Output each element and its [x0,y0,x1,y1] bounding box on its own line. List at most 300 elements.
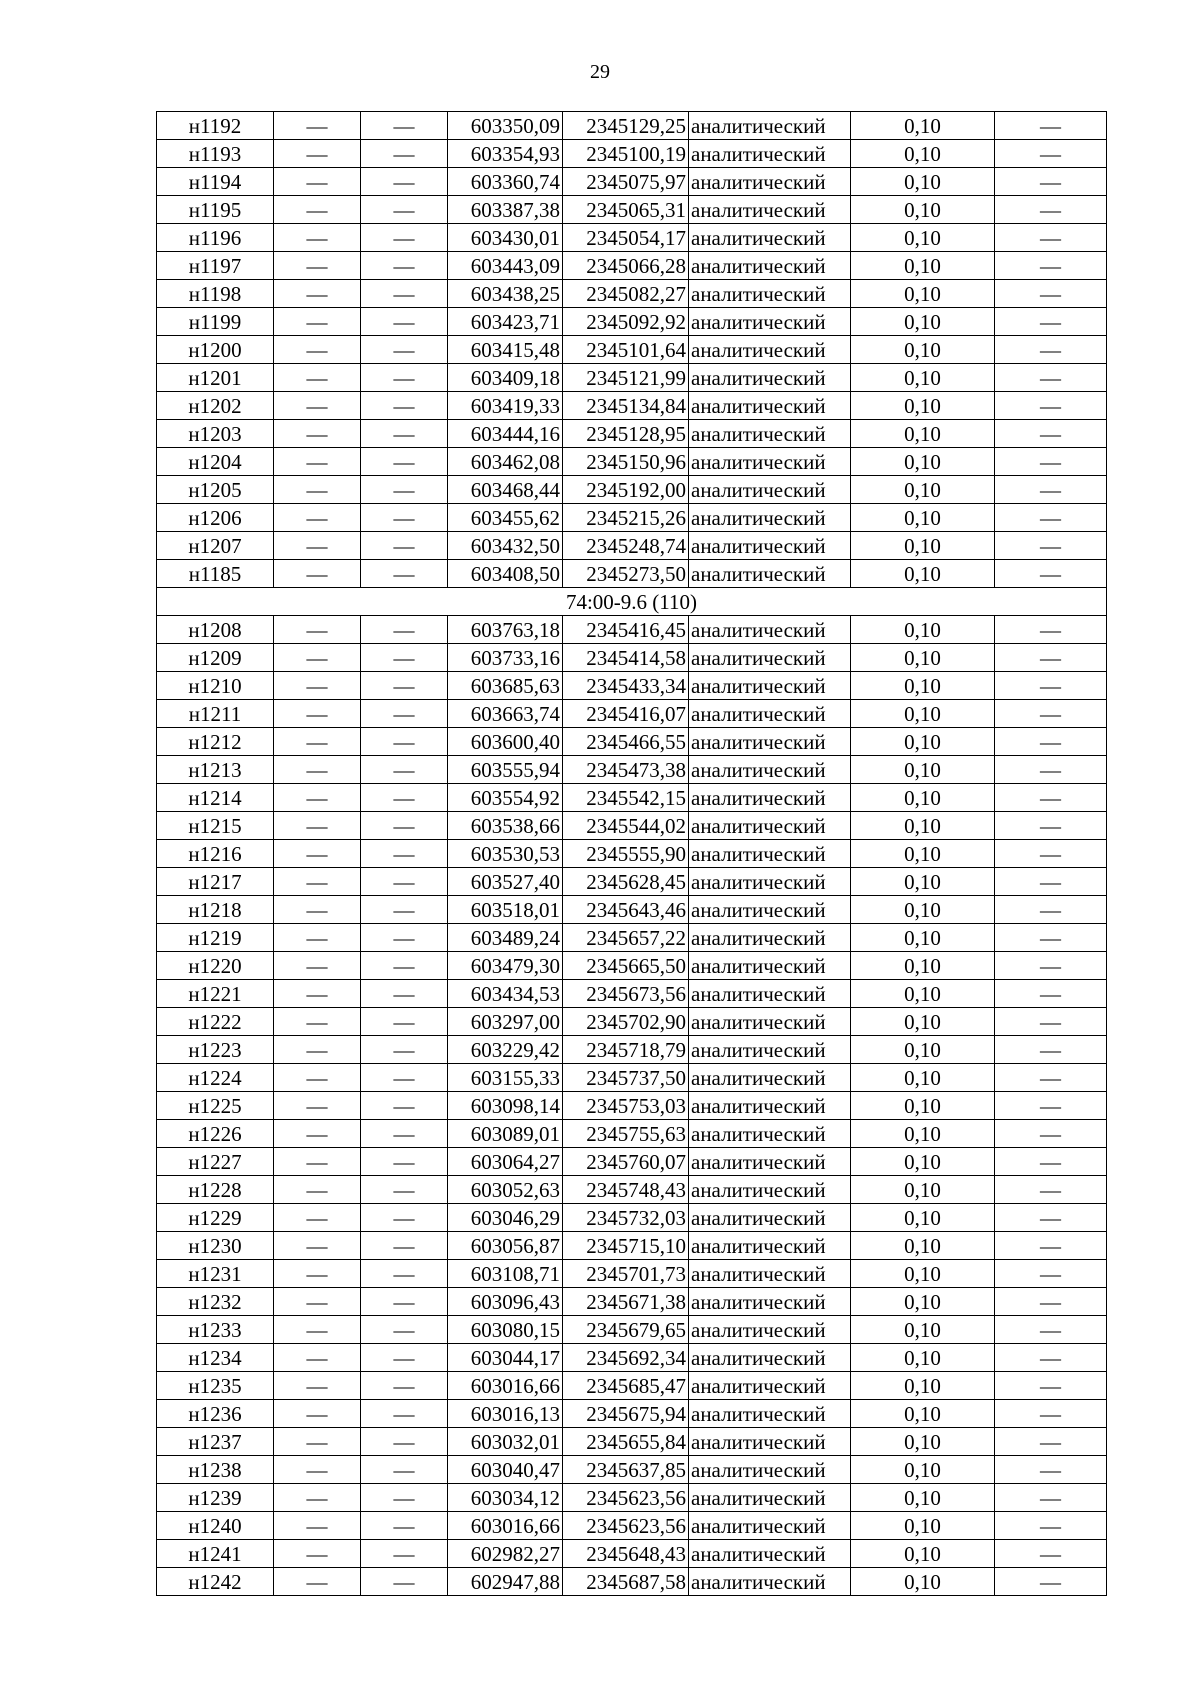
point-name-cell: н1221 [157,980,274,1008]
table-row [157,700,1107,728]
point-name-cell: н1195 [157,196,274,224]
accuracy-cell: 0,10 [851,1456,995,1484]
table-row [157,1204,1107,1232]
dash-cell: — [995,448,1107,476]
point-name-cell: н1241 [157,1540,274,1568]
dash-cell: — [995,1204,1107,1232]
y-coordinate-cell: 2345414,58 [563,644,689,672]
dash-cell: — [361,1568,448,1596]
x-coordinate-cell: 603016,13 [448,1400,563,1428]
point-name-cell: н1208 [157,616,274,644]
method-cell: аналитический [689,1428,851,1456]
accuracy-cell: 0,10 [851,672,995,700]
x-coordinate-cell: 603434,53 [448,980,563,1008]
accuracy-cell: 0,10 [851,168,995,196]
table-row [157,952,1107,980]
table-row [157,1372,1107,1400]
method-cell: аналитический [689,364,851,392]
y-coordinate-cell: 2345702,90 [563,1008,689,1036]
point-name-cell: н1224 [157,1064,274,1092]
dash-cell: — [995,896,1107,924]
method-cell: аналитический [689,616,851,644]
point-name-cell: н1219 [157,924,274,952]
table-row [157,1428,1107,1456]
dash-cell: — [361,1232,448,1260]
dash-cell: — [995,728,1107,756]
y-coordinate-cell: 2345075,97 [563,168,689,196]
table-row [157,336,1107,364]
dash-cell: — [361,392,448,420]
dash-cell: — [274,560,361,588]
dash-cell: — [274,1456,361,1484]
dash-cell: — [361,1288,448,1316]
method-cell: аналитический [689,1064,851,1092]
dash-cell: — [274,896,361,924]
dash-cell: — [995,224,1107,252]
table-row [157,616,1107,644]
x-coordinate-cell: 603155,33 [448,1064,563,1092]
accuracy-cell: 0,10 [851,1092,995,1120]
dash-cell: — [274,756,361,784]
point-name-cell: н1226 [157,1120,274,1148]
accuracy-cell: 0,10 [851,1540,995,1568]
y-coordinate-cell: 2345101,64 [563,336,689,364]
y-coordinate-cell: 2345623,56 [563,1484,689,1512]
dash-cell: — [361,728,448,756]
accuracy-cell: 0,10 [851,1008,995,1036]
point-name-cell: н1202 [157,392,274,420]
point-name-cell: н1204 [157,448,274,476]
x-coordinate-cell: 603016,66 [448,1372,563,1400]
accuracy-cell: 0,10 [851,868,995,896]
dash-cell: — [361,784,448,812]
dash-cell: — [274,1176,361,1204]
y-coordinate-cell: 2345748,43 [563,1176,689,1204]
accuracy-cell: 0,10 [851,336,995,364]
method-cell: аналитический [689,1400,851,1428]
method-cell: аналитический [689,868,851,896]
table-row [157,840,1107,868]
dash-cell: — [361,644,448,672]
point-name-cell: н1201 [157,364,274,392]
method-cell: аналитический [689,756,851,784]
accuracy-cell: 0,10 [851,1568,995,1596]
y-coordinate-cell: 2345466,55 [563,728,689,756]
table-row [157,1036,1107,1064]
dash-cell: — [274,224,361,252]
dash-cell: — [361,672,448,700]
y-coordinate-cell: 2345128,95 [563,420,689,448]
dash-cell: — [361,1512,448,1540]
method-cell: аналитический [689,308,851,336]
dash-cell: — [361,1428,448,1456]
y-coordinate-cell: 2345134,84 [563,392,689,420]
accuracy-cell: 0,10 [851,1204,995,1232]
dash-cell: — [274,952,361,980]
accuracy-cell: 0,10 [851,476,995,504]
x-coordinate-cell: 603056,87 [448,1232,563,1260]
table-row [157,1512,1107,1540]
page-number: 29 [590,61,610,83]
dash-cell: — [995,1512,1107,1540]
point-name-cell: н1220 [157,952,274,980]
point-name-cell: н1230 [157,1232,274,1260]
method-cell: аналитический [689,980,851,1008]
dash-cell: — [361,1400,448,1428]
y-coordinate-cell: 2345687,58 [563,1568,689,1596]
dash-cell: — [361,812,448,840]
dash-cell: — [995,1400,1107,1428]
method-cell: аналитический [689,1372,851,1400]
y-coordinate-cell: 2345655,84 [563,1428,689,1456]
accuracy-cell: 0,10 [851,784,995,812]
x-coordinate-cell: 603685,63 [448,672,563,700]
method-cell: аналитический [689,1036,851,1064]
point-name-cell: н1212 [157,728,274,756]
method-cell: аналитический [689,392,851,420]
method-cell: аналитический [689,952,851,980]
dash-cell: — [274,420,361,448]
x-coordinate-cell: 603108,71 [448,1260,563,1288]
y-coordinate-cell: 2345065,31 [563,196,689,224]
point-name-cell: н1225 [157,1092,274,1120]
dash-cell: — [361,1344,448,1372]
dash-cell: — [361,1148,448,1176]
x-coordinate-cell: 603415,48 [448,336,563,364]
table-body-before-section [157,112,1107,588]
method-cell: аналитический [689,784,851,812]
point-name-cell: н1236 [157,1400,274,1428]
x-coordinate-cell: 603479,30 [448,952,563,980]
point-name-cell: н1216 [157,840,274,868]
dash-cell: — [274,532,361,560]
point-name-cell: н1231 [157,1260,274,1288]
x-coordinate-cell: 603555,94 [448,756,563,784]
dash-cell: — [995,952,1107,980]
dash-cell: — [361,1064,448,1092]
dash-cell: — [995,336,1107,364]
accuracy-cell: 0,10 [851,756,995,784]
x-coordinate-cell: 603444,16 [448,420,563,448]
dash-cell: — [995,1148,1107,1176]
coordinates-table [156,111,1107,1596]
point-name-cell: н1240 [157,1512,274,1540]
method-cell: аналитический [689,1232,851,1260]
method-cell: аналитический [689,196,851,224]
dash-cell: — [274,840,361,868]
method-cell: аналитический [689,420,851,448]
dash-cell: — [361,924,448,952]
table-row [157,1456,1107,1484]
accuracy-cell: 0,10 [851,616,995,644]
table-row [157,476,1107,504]
accuracy-cell: 0,10 [851,840,995,868]
x-coordinate-cell: 603538,66 [448,812,563,840]
dash-cell: — [274,1204,361,1232]
dash-cell: — [274,980,361,1008]
accuracy-cell: 0,10 [851,448,995,476]
y-coordinate-cell: 2345092,92 [563,308,689,336]
dash-cell: — [274,1484,361,1512]
accuracy-cell: 0,10 [851,896,995,924]
point-name-cell: н1206 [157,504,274,532]
y-coordinate-cell: 2345671,38 [563,1288,689,1316]
point-name-cell: н1192 [157,112,274,140]
dash-cell: — [995,1036,1107,1064]
accuracy-cell: 0,10 [851,700,995,728]
dash-cell: — [274,616,361,644]
x-coordinate-cell: 603489,24 [448,924,563,952]
table-row [157,896,1107,924]
y-coordinate-cell: 2345473,38 [563,756,689,784]
dash-cell: — [274,924,361,952]
x-coordinate-cell: 603229,42 [448,1036,563,1064]
x-coordinate-cell: 603468,44 [448,476,563,504]
section-row [157,588,1107,616]
x-coordinate-cell: 603052,63 [448,1176,563,1204]
x-coordinate-cell: 603034,12 [448,1484,563,1512]
accuracy-cell: 0,10 [851,252,995,280]
method-cell: аналитический [689,560,851,588]
y-coordinate-cell: 2345628,45 [563,868,689,896]
dash-cell: — [274,112,361,140]
method-cell: аналитический [689,1288,851,1316]
y-coordinate-cell: 2345433,34 [563,672,689,700]
dash-cell: — [361,896,448,924]
method-cell: аналитический [689,728,851,756]
dash-cell: — [995,112,1107,140]
accuracy-cell: 0,10 [851,1316,995,1344]
dash-cell: — [995,1120,1107,1148]
x-coordinate-cell: 603297,00 [448,1008,563,1036]
dash-cell: — [274,448,361,476]
y-coordinate-cell: 2345760,07 [563,1148,689,1176]
point-name-cell: н1199 [157,308,274,336]
method-cell: аналитический [689,476,851,504]
x-coordinate-cell: 603046,29 [448,1204,563,1232]
x-coordinate-cell: 603554,92 [448,784,563,812]
y-coordinate-cell: 2345544,02 [563,812,689,840]
dash-cell: — [995,308,1107,336]
x-coordinate-cell: 602982,27 [448,1540,563,1568]
method-cell: аналитический [689,1260,851,1288]
y-coordinate-cell: 2345643,46 [563,896,689,924]
point-name-cell: н1211 [157,700,274,728]
dash-cell: — [995,1288,1107,1316]
y-coordinate-cell: 2345192,00 [563,476,689,504]
y-coordinate-cell: 2345648,43 [563,1540,689,1568]
method-cell: аналитический [689,644,851,672]
dash-cell: — [995,1484,1107,1512]
table-row [157,728,1107,756]
y-coordinate-cell: 2345215,26 [563,504,689,532]
point-name-cell: н1217 [157,868,274,896]
y-coordinate-cell: 2345416,45 [563,616,689,644]
dash-cell: — [361,448,448,476]
dash-cell: — [995,868,1107,896]
y-coordinate-cell: 2345054,17 [563,224,689,252]
table-row [157,756,1107,784]
point-name-cell: н1232 [157,1288,274,1316]
method-cell: аналитический [689,1204,851,1232]
dash-cell: — [995,560,1107,588]
accuracy-cell: 0,10 [851,1484,995,1512]
table-row [157,1008,1107,1036]
method-cell: аналитический [689,448,851,476]
dash-cell: — [995,756,1107,784]
x-coordinate-cell: 603089,01 [448,1120,563,1148]
accuracy-cell: 0,10 [851,196,995,224]
dash-cell: — [995,980,1107,1008]
point-name-cell: н1203 [157,420,274,448]
dash-cell: — [361,1372,448,1400]
method-cell: аналитический [689,812,851,840]
table-row [157,1316,1107,1344]
dash-cell: — [361,476,448,504]
y-coordinate-cell: 2345679,65 [563,1316,689,1344]
table-row [157,252,1107,280]
accuracy-cell: 0,10 [851,308,995,336]
accuracy-cell: 0,10 [851,1288,995,1316]
method-cell: аналитический [689,1540,851,1568]
dash-cell: — [274,1540,361,1568]
point-name-cell: н1237 [157,1428,274,1456]
dash-cell: — [361,700,448,728]
dash-cell: — [361,420,448,448]
dash-cell: — [274,168,361,196]
accuracy-cell: 0,10 [851,420,995,448]
y-coordinate-cell: 2345623,56 [563,1512,689,1540]
y-coordinate-cell: 2345150,96 [563,448,689,476]
x-coordinate-cell: 603530,53 [448,840,563,868]
y-coordinate-cell: 2345657,22 [563,924,689,952]
dash-cell: — [995,1232,1107,1260]
dash-cell: — [361,868,448,896]
dash-cell: — [361,224,448,252]
dash-cell: — [274,700,361,728]
point-name-cell: н1229 [157,1204,274,1232]
y-coordinate-cell: 2345273,50 [563,560,689,588]
method-cell: аналитический [689,1484,851,1512]
method-cell: аналитический [689,168,851,196]
dash-cell: — [274,1428,361,1456]
x-coordinate-cell: 602947,88 [448,1568,563,1596]
accuracy-cell: 0,10 [851,392,995,420]
dash-cell: — [361,1204,448,1232]
table-body-after-section [157,616,1107,1596]
dash-cell: — [274,868,361,896]
dash-cell: — [274,476,361,504]
method-cell: аналитический [689,1456,851,1484]
x-coordinate-cell: 603733,16 [448,644,563,672]
table-row [157,560,1107,588]
y-coordinate-cell: 2345732,03 [563,1204,689,1232]
x-coordinate-cell: 603096,43 [448,1288,563,1316]
x-coordinate-cell: 603098,14 [448,1092,563,1120]
dash-cell: — [995,1008,1107,1036]
dash-cell: — [274,728,361,756]
accuracy-cell: 0,10 [851,1372,995,1400]
y-coordinate-cell: 2345701,73 [563,1260,689,1288]
method-cell: аналитический [689,224,851,252]
dash-cell: — [361,504,448,532]
table-row [157,196,1107,224]
dash-cell: — [995,140,1107,168]
x-coordinate-cell: 603663,74 [448,700,563,728]
y-coordinate-cell: 2345129,25 [563,112,689,140]
x-coordinate-cell: 603430,01 [448,224,563,252]
x-coordinate-cell: 603763,18 [448,616,563,644]
table-row [157,308,1107,336]
dash-cell: — [274,252,361,280]
table-row [157,168,1107,196]
accuracy-cell: 0,10 [851,1036,995,1064]
accuracy-cell: 0,10 [851,560,995,588]
dash-cell: — [274,392,361,420]
dash-cell: — [995,1568,1107,1596]
point-name-cell: н1193 [157,140,274,168]
dash-cell: — [274,364,361,392]
point-name-cell: н1218 [157,896,274,924]
dash-cell: — [274,336,361,364]
method-cell: аналитический [689,1008,851,1036]
accuracy-cell: 0,10 [851,1176,995,1204]
x-coordinate-cell: 603527,40 [448,868,563,896]
dash-cell: — [274,1260,361,1288]
point-name-cell: н1222 [157,1008,274,1036]
dash-cell: — [361,1036,448,1064]
dash-cell: — [361,280,448,308]
y-coordinate-cell: 2345753,03 [563,1092,689,1120]
dash-cell: — [995,420,1107,448]
accuracy-cell: 0,10 [851,112,995,140]
dash-cell: — [361,1316,448,1344]
accuracy-cell: 0,10 [851,364,995,392]
method-cell: аналитический [689,252,851,280]
dash-cell: — [361,1260,448,1288]
y-coordinate-cell: 2345715,10 [563,1232,689,1260]
table-row [157,364,1107,392]
table-row [157,812,1107,840]
dash-cell: — [274,1092,361,1120]
dash-cell: — [361,1484,448,1512]
method-cell: аналитический [689,1120,851,1148]
point-name-cell: н1194 [157,168,274,196]
table-row [157,1092,1107,1120]
method-cell: аналитический [689,840,851,868]
section-header-body [157,588,1107,616]
point-name-cell: н1209 [157,644,274,672]
method-cell: аналитический [689,112,851,140]
table-row [157,1568,1107,1596]
point-name-cell: н1196 [157,224,274,252]
dash-cell: — [274,644,361,672]
dash-cell: — [361,560,448,588]
table-row [157,112,1107,140]
dash-cell: — [274,1148,361,1176]
dash-cell: — [995,784,1107,812]
point-name-cell: н1210 [157,672,274,700]
dash-cell: — [274,1316,361,1344]
point-name-cell: н1198 [157,280,274,308]
dash-cell: — [274,1232,361,1260]
dash-cell: — [995,532,1107,560]
x-coordinate-cell: 603032,01 [448,1428,563,1456]
dash-cell: — [995,672,1107,700]
x-coordinate-cell: 603040,47 [448,1456,563,1484]
x-coordinate-cell: 603438,25 [448,280,563,308]
table-row [157,644,1107,672]
